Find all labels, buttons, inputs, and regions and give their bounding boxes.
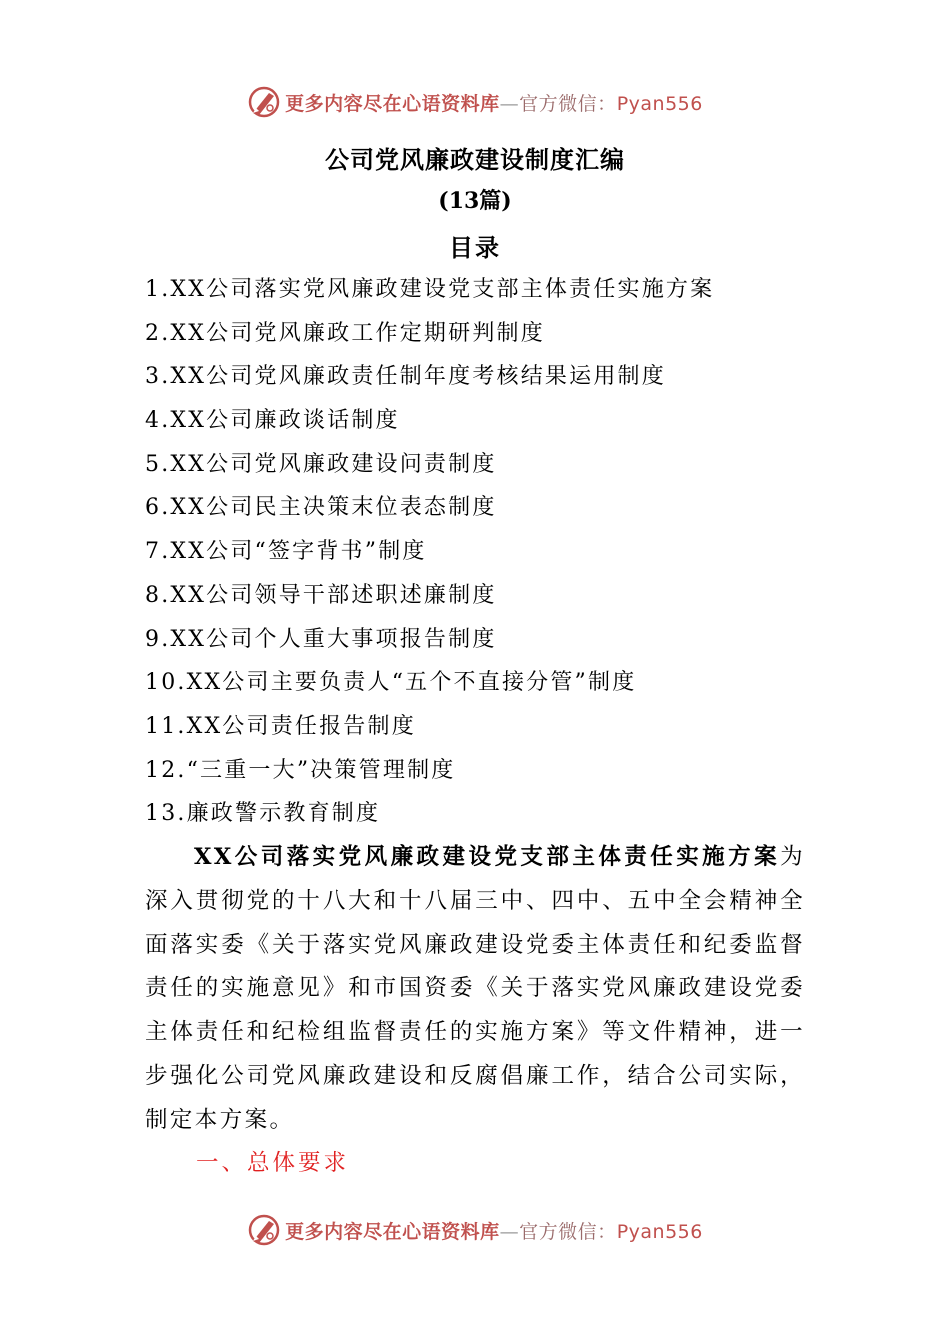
toc-item: 1.XX公司落实党风廉政建设党支部主体责任实施方案 — [145, 277, 715, 302]
toc-item: 9.XX公司个人重大事项报告制度 — [145, 626, 497, 652]
pen-logo-icon — [247, 1213, 281, 1247]
toc-item: 11.XX公司责任报告制度 — [145, 713, 416, 739]
toc-item: 3.XX公司党风廉政责任制年度考核结果运用制度 — [145, 364, 666, 390]
banner-wechat-id: Pyan556 — [616, 1220, 703, 1243]
toc-item: 5.XX公司党风廉政建设问责制度 — [145, 451, 497, 477]
section-title: XX公司落实党风廉政建设党支部主体责任实施方案 — [194, 844, 781, 870]
banner-wechat-label: 官方微信： — [519, 1220, 617, 1243]
watermark-banner-bottom — [0, 1208, 950, 1252]
toc-item: 8.XX公司领导干部述职述廉制度 — [145, 582, 497, 608]
watermark-banner-top — [0, 80, 950, 124]
banner-dash: — — [499, 1220, 520, 1243]
toc-item: 13.廉政警示教育制度 — [145, 801, 381, 827]
toc-item: 4.XX公司廉政谈话制度 — [145, 408, 400, 434]
toc-item: 10.XX公司主要负责人“五个不直接分管”制度 — [145, 670, 637, 696]
table-of-contents — [145, 268, 845, 836]
toc-heading: 目录 — [449, 233, 501, 262]
body-paragraph — [145, 836, 805, 1143]
banner-site-text: 更多内容尽在心语资料库 — [285, 1220, 500, 1243]
body-text: 为深入贯彻党的十八大和十八届三中、四中、五中全会精神全面落实委《关于落实党风廉政建设党委主体责任和纪委监督责任的实施意见》和市国资委《关于落实党风廉政建设党委主体责任和纪检组监督责任的实施方案》等文件精神，进一步强化公司党风廉政建设和反腐倡廉工作，结合公司实际，制定本方案。 — [145, 844, 805, 1133]
document-subtitle: (13篇) — [438, 188, 512, 214]
banner-text — [285, 1217, 703, 1244]
banner-dash: — — [499, 92, 520, 115]
section-heading-one: 一、总体要求 — [196, 1150, 350, 1176]
banner-wechat-id: Pyan556 — [616, 92, 703, 115]
toc-item: 7.XX公司“签字背书”制度 — [145, 539, 427, 565]
pen-logo-icon — [247, 85, 281, 119]
toc-item: 2.XX公司党风廉政工作定期研判制度 — [145, 320, 545, 346]
banner-site-text: 更多内容尽在心语资料库 — [285, 92, 500, 115]
banner-wechat-label: 官方微信： — [519, 92, 617, 115]
toc-item: 12.“三重一大”决策管理制度 — [145, 757, 456, 783]
toc-item: 6.XX公司民主决策末位表态制度 — [145, 495, 497, 521]
document-title: 公司党风廉政建设制度汇编 — [325, 145, 625, 174]
banner-text — [285, 89, 703, 116]
